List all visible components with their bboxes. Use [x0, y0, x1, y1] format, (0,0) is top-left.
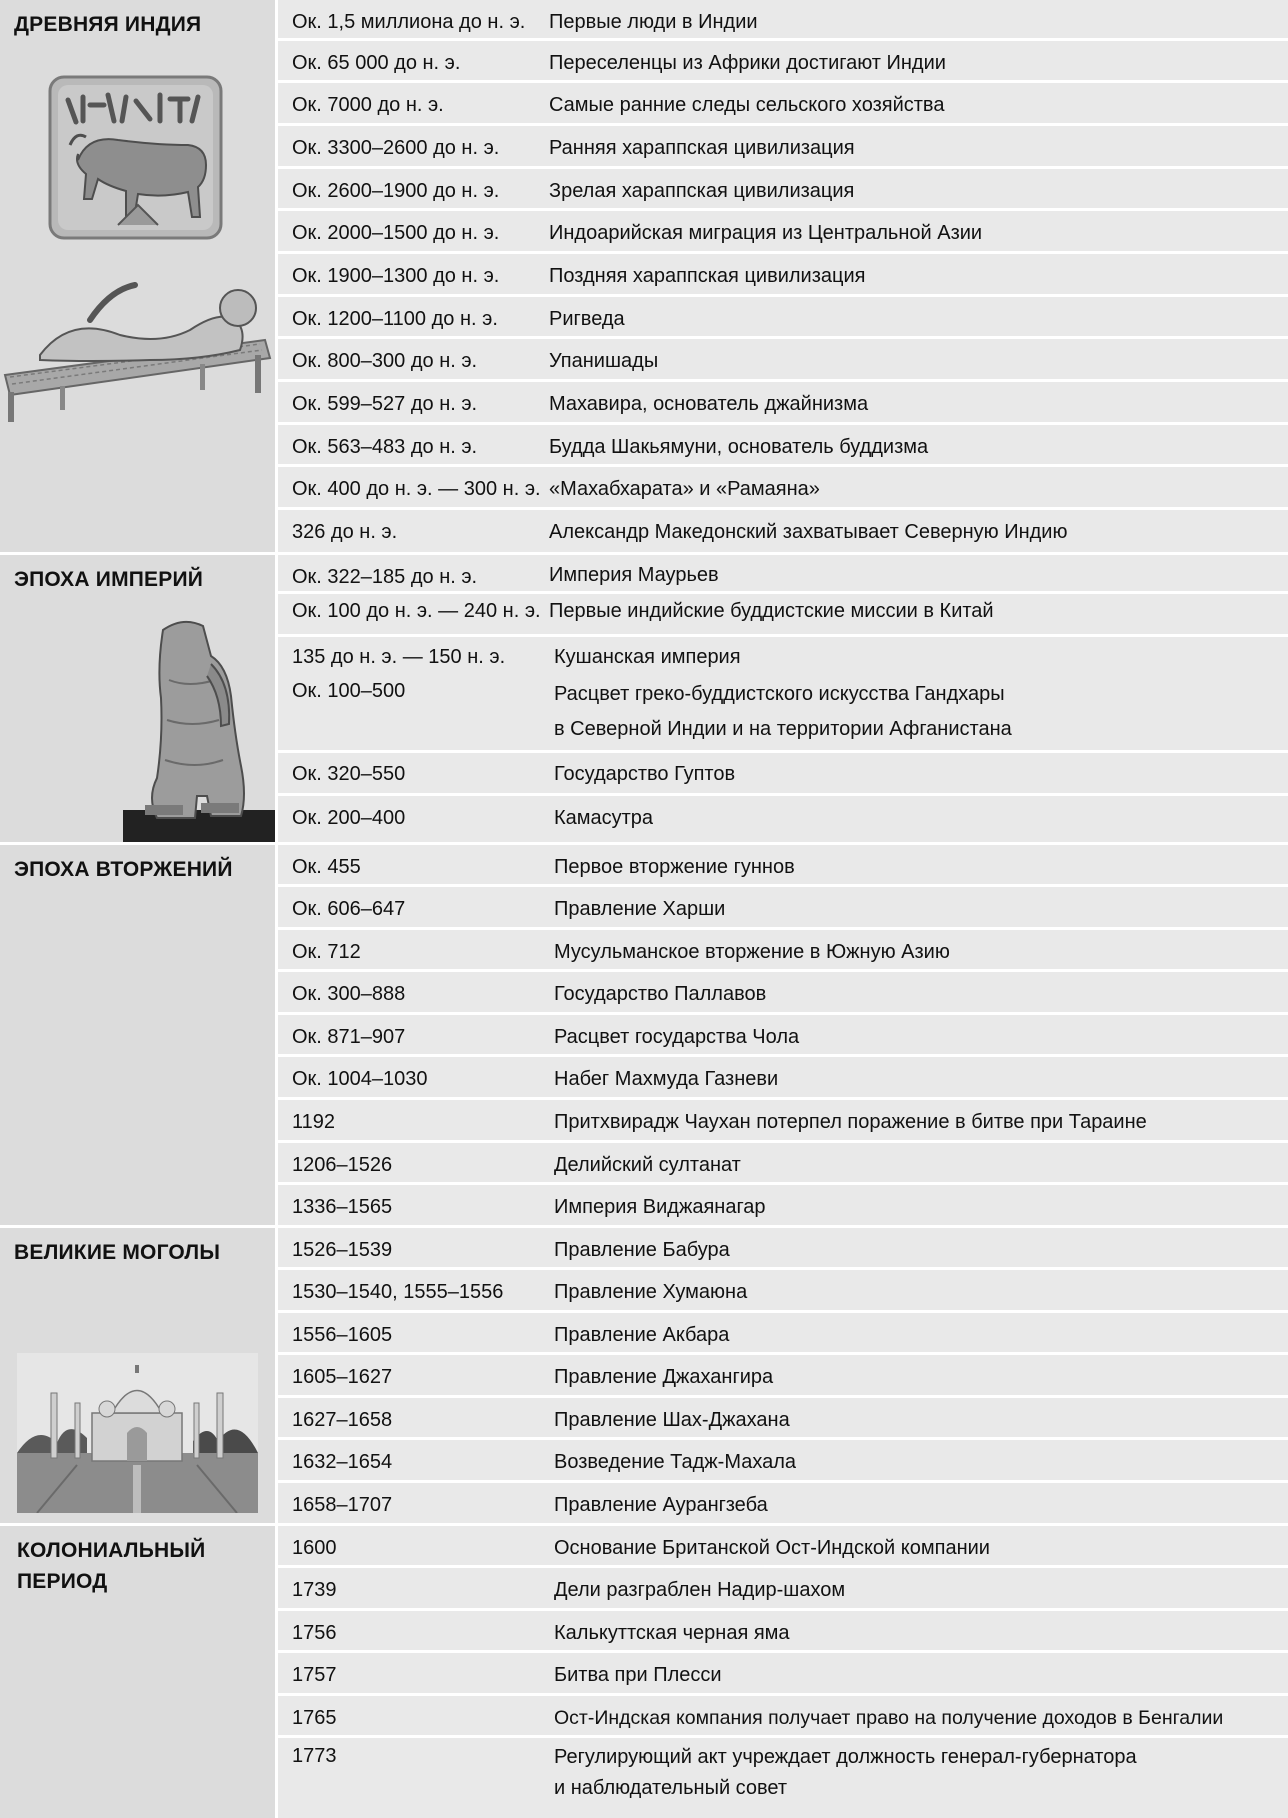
row-date: Ок. 563–483 до н. э. — [292, 436, 478, 458]
table-row — [278, 594, 1288, 637]
row-date: Ок. 871–907 — [292, 1026, 406, 1048]
table-row — [278, 1143, 1288, 1185]
row-event: Притхвирадж Чаухан потерпел поражение в битве при Тараине — [554, 1111, 1147, 1133]
row-date: Ок. 1,5 миллиона до н. э. — [292, 11, 526, 33]
row-event: Основание Британской Ост-Индской компании — [554, 1537, 990, 1559]
row-date: 1765 — [292, 1707, 337, 1729]
era-title: ЭПОХА ВТОРЖЕНИЙ — [14, 858, 233, 881]
table-row — [278, 1355, 1288, 1398]
row-date: Ок. 599–527 до н. э. — [292, 393, 478, 415]
taj-mahal-icon — [17, 1353, 258, 1513]
row-event: Правление Аурангзеба — [554, 1494, 768, 1516]
row-event: Государство Паллавов — [554, 983, 767, 1005]
era-rows — [278, 555, 1288, 842]
row-date: Ок. 200–400 — [292, 807, 406, 829]
row-event: Правление Бабура — [554, 1239, 730, 1261]
row-event: Расцвет государства Чола — [554, 1026, 800, 1048]
table-row — [278, 796, 1288, 842]
row-date: 1756 — [292, 1622, 337, 1644]
row-date: Ок. 1200–1100 до н. э. — [292, 308, 498, 330]
row-date: 1739 — [292, 1579, 337, 1601]
row-date: 1526–1539 — [292, 1239, 393, 1261]
era-invasions — [0, 845, 1288, 1228]
table-row — [278, 297, 1288, 339]
row-event: Махавира, основатель джайнизма — [549, 393, 869, 415]
row-event: Государство Гуптов — [554, 763, 736, 785]
row-date: Ок. 7000 до н. э. — [292, 94, 444, 116]
row-date: Ок. 606–647 — [292, 898, 406, 920]
row-date: Ок. 3300–2600 до н. э. — [292, 137, 500, 159]
row-event: Ост-Индская компания получает право на получение доходов в Бенгалии — [554, 1707, 1224, 1729]
row-event: Расцвет греко-буддистского искусства Гандхары в Северной Индии и на территории Афганистана — [554, 683, 1012, 740]
headless-statue-icon — [123, 620, 275, 842]
row-event: Александр Македонский захватывает Северную Индию — [549, 521, 1068, 543]
row-event: Империя Маурьев — [549, 564, 719, 586]
table-row — [278, 1057, 1288, 1100]
era-title: КОЛОНИАЛЬНЫЙ ПЕРИОД — [17, 1539, 206, 1593]
table-row — [278, 169, 1288, 211]
table-row — [278, 126, 1288, 169]
table-row — [278, 1228, 1288, 1270]
table-row — [278, 1100, 1288, 1143]
table-row — [278, 887, 1288, 930]
row-event: Самые ранние следы сельского хозяйства — [549, 94, 945, 116]
row-event: Поздняя хараппская цивилизация — [549, 265, 866, 287]
row-event: Упанишады — [549, 350, 659, 372]
era-empires — [0, 555, 1288, 845]
row-date: 1757 — [292, 1664, 337, 1686]
row-date: 1556–1605 — [292, 1324, 393, 1346]
row-date: 1605–1627 — [292, 1366, 393, 1388]
row-event: Правление Шах-Джахана — [554, 1409, 790, 1431]
table-row — [278, 555, 1288, 594]
era-sidebar — [0, 0, 275, 552]
row-date: Ок. 712 — [292, 941, 361, 963]
row-date: 1632–1654 — [292, 1451, 393, 1473]
table-row — [278, 1483, 1288, 1523]
table-row — [278, 1738, 1288, 1818]
row-event: Правление Харши — [554, 898, 726, 920]
table-row — [278, 467, 1288, 510]
table-row — [278, 753, 1288, 796]
row-event: Первые индийские буддистские миссии в Китай — [549, 600, 994, 622]
row-date: Ок. 65 000 до н. э. — [292, 52, 461, 74]
table-row — [278, 637, 1288, 675]
row-event: Переселенцы из Африки достигают Индии — [549, 52, 946, 74]
row-date: 1206–1526 — [292, 1154, 393, 1176]
row-event: Мусульманское вторжение в Южную Азию — [554, 941, 950, 963]
era-sidebar — [0, 1526, 275, 1818]
row-event: Делийский султанат — [554, 1154, 741, 1176]
row-event: Индоарийская миграция из Центральной Азии — [549, 222, 983, 244]
row-event: Регулирующий акт учреждает должность генерал-губернатора и наблюдательный совет — [554, 1746, 1137, 1799]
row-date: 1336–1565 — [292, 1196, 393, 1218]
table-row — [278, 1440, 1288, 1483]
row-event: Правление Хумаюна — [554, 1281, 748, 1303]
row-date: 1773 — [292, 1745, 337, 1767]
era-title: ДРЕВНЯЯ ИНДИЯ — [14, 13, 202, 36]
era-sidebar — [0, 555, 275, 842]
table-row — [278, 382, 1288, 425]
table-row — [278, 972, 1288, 1015]
row-event: Дели разграблен Надир-шахом — [554, 1579, 846, 1601]
row-event: Набег Махмуда Газневи — [554, 1068, 779, 1090]
table-row — [278, 0, 1288, 41]
era-title: ВЕЛИКИЕ МОГОЛЫ — [14, 1241, 221, 1264]
era-rows — [278, 1526, 1288, 1818]
row-event: Первое вторжение гуннов — [554, 856, 795, 878]
row-event: Ригведа — [549, 308, 625, 330]
table-row — [278, 1611, 1288, 1653]
era-ancient-india — [0, 0, 1288, 555]
table-row — [278, 1696, 1288, 1738]
row-event: Будда Шакьямуни, основатель буддизма — [549, 436, 929, 458]
table-row — [278, 1270, 1288, 1313]
table-row — [278, 930, 1288, 972]
row-date: Ок. 400 до н. э. — 300 н. э. — [292, 478, 541, 500]
era-title: ЭПОХА ИМПЕРИЙ — [14, 568, 204, 591]
table-row — [278, 1015, 1288, 1057]
row-date: Ок. 2000–1500 до н. э. — [292, 222, 500, 244]
row-event: Правление Джахангира — [554, 1366, 774, 1388]
era-rows — [278, 0, 1288, 552]
table-row — [278, 510, 1288, 552]
table-row — [278, 845, 1288, 887]
table-row — [278, 1653, 1288, 1696]
row-event: Кушанская империя — [554, 646, 741, 668]
row-event: Ранняя хараппская цивилизация — [549, 137, 855, 159]
reclining-figure-icon — [0, 280, 275, 425]
era-sidebar — [0, 1228, 275, 1523]
row-date: Ок. 320–550 — [292, 763, 406, 785]
table-row — [278, 675, 1288, 753]
era-colonial — [0, 1526, 1288, 1818]
table-row — [278, 254, 1288, 297]
row-date: 326 до н. э. — [292, 521, 398, 543]
table-row — [278, 1526, 1288, 1568]
row-event: Битва при Плесси — [554, 1664, 722, 1686]
row-date: 1600 — [292, 1537, 337, 1559]
table-row — [278, 83, 1288, 126]
indus-seal-icon — [48, 75, 223, 240]
row-date: 1627–1658 — [292, 1409, 393, 1431]
row-date: 1530–1540, 1555–1556 — [292, 1281, 504, 1303]
row-date: Ок. 800–300 до н. э. — [292, 350, 478, 372]
table-row — [278, 425, 1288, 467]
row-date: Ок. 322–185 до н. э. — [292, 566, 478, 588]
era-sidebar — [0, 845, 275, 1225]
era-rows — [278, 845, 1288, 1225]
row-event: Империя Виджаянагар — [554, 1196, 766, 1218]
table-row — [278, 211, 1288, 254]
row-date: Ок. 2600–1900 до н. э. — [292, 180, 500, 202]
row-event: Зрелая хараппская цивилизация — [549, 180, 855, 202]
row-date: 135 до н. э. — 150 н. э. — [292, 646, 506, 668]
row-event: «Махабхарата» и «Рамаяна» — [549, 478, 820, 500]
row-date: 1192 — [292, 1111, 336, 1133]
row-date: Ок. 100 до н. э. — 240 н. э. — [292, 600, 541, 622]
row-event: Первые люди в Индии — [549, 11, 758, 33]
row-event: Правление Акбара — [554, 1324, 730, 1346]
table-row — [278, 1313, 1288, 1355]
table-row — [278, 1568, 1288, 1611]
table-row — [278, 1398, 1288, 1440]
era-rows — [278, 1228, 1288, 1523]
table-row — [278, 1185, 1288, 1225]
era-mughals — [0, 1228, 1288, 1526]
row-date: Ок. 1004–1030 — [292, 1068, 428, 1090]
row-event: Камасутра — [554, 807, 654, 829]
row-date: Ок. 1900–1300 до н. э. — [292, 265, 500, 287]
row-event: Калькуттская черная яма — [554, 1622, 790, 1644]
row-date: Ок. 100–500 — [292, 680, 406, 702]
table-row — [278, 339, 1288, 382]
row-date: 1658–1707 — [292, 1494, 393, 1516]
row-date: Ок. 455 — [292, 856, 361, 878]
row-date: Ок. 300–888 — [292, 983, 406, 1005]
table-row — [278, 41, 1288, 83]
row-event: Возведение Тадж-Махала — [554, 1451, 797, 1473]
